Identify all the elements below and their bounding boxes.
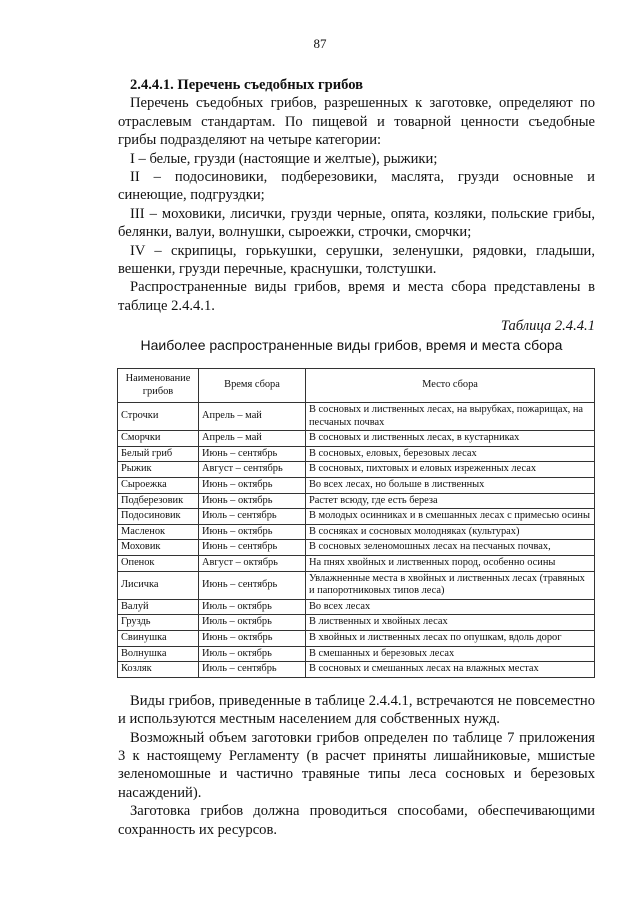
cell-name: Сыроежка — [118, 478, 199, 494]
cell-time: Июнь – октябрь — [199, 631, 306, 647]
cell-name: Валуй — [118, 599, 199, 615]
cell-time: Апрель – май — [199, 403, 306, 431]
cell-place: В сосновых, пихтовых и еловых изреженных лесах — [306, 462, 595, 478]
cell-name: Подберезовик — [118, 493, 199, 509]
paragraph: III – моховики, лисички, грузди черные, опята, козляки, польские грибы, белянки, валуи, волнушки, сыроежки, строчки, сморчки; — [118, 205, 595, 241]
paragraph: Заготовка грибов должна проводиться способами, обеспечивающими сохранность их ресурсов. — [118, 803, 595, 838]
paragraph: Распространенные виды грибов, время и места сбора представлены в таблице 2.4.4.1. — [118, 279, 595, 314]
cell-place: В молодых осинниках и в смешанных лесах с примесью осины — [306, 509, 595, 525]
cell-place: В лиственных и хвойных лесах — [306, 615, 595, 631]
paragraph: Виды грибов, приведенные в таблице 2.4.4.1, встречаются не повсеместно и используются местным населением для собственных нужд. — [118, 692, 595, 728]
cell-place: В сосняках и сосновых молодняках (культурах) — [306, 524, 595, 540]
column-header-place: Место сбора — [306, 369, 595, 403]
table-row — [118, 509, 595, 525]
page-number: 87 — [313, 36, 327, 51]
cell-name: Масленок — [118, 524, 199, 540]
cell-place: В сосновых, еловых, березовых лесах — [306, 446, 595, 462]
table-row — [118, 556, 595, 572]
cell-place: Растет всюду, где есть береза — [306, 493, 595, 509]
cell-place: Во всех лесах, но больше в лиственных — [306, 478, 595, 494]
cell-name: Опенок — [118, 556, 199, 572]
table-body — [118, 403, 595, 678]
paragraph: II – подосиновики, подберезовики, маслята, грузди основные и синеющие, подгруздки; — [118, 169, 595, 204]
cell-name: Свинушка — [118, 631, 199, 647]
cell-time: Июль – сентябрь — [199, 509, 306, 525]
table-row — [118, 646, 595, 662]
closing-text — [118, 692, 595, 839]
table-row — [118, 599, 595, 615]
paragraph: I – белые, грузди (настоящие и желтые), рыжики; — [130, 150, 438, 167]
cell-time: Апрель – май — [199, 431, 306, 447]
cell-name: Строчки — [118, 403, 199, 431]
paragraph: IV – скрипицы, горькушки, серушки, зеленушки, рядовки, гладыши, вешенки, грузди перечные, краснушки, толстушки. — [118, 242, 595, 278]
cell-time: Июль – сентябрь — [199, 662, 306, 678]
cell-time: Июль – октябрь — [199, 599, 306, 615]
page-content — [118, 76, 595, 839]
cell-name: Лисичка — [118, 571, 199, 599]
table-row — [118, 446, 595, 462]
cell-name: Подосиновик — [118, 509, 199, 525]
column-header-time: Время сбора — [199, 369, 306, 403]
table-row — [118, 615, 595, 631]
table-row — [118, 462, 595, 478]
cell-place: В сосновых и лиственных лесах, в кустарниках — [306, 431, 595, 447]
paragraph: Возможный объем заготовки грибов определен по таблице 7 приложения 3 к настоящему Регламенту (в расчет приняты лишайниковые, мшистые зеленомошные и частично травяные типы леса сосновых и березовых насаждений). — [118, 729, 595, 801]
cell-name: Белый гриб — [118, 446, 199, 462]
cell-time: Июнь – сентябрь — [199, 446, 306, 462]
cell-place: В сосновых и лиственных лесах, на вырубках, пожарищах, на песчаных почвах — [306, 403, 595, 431]
table-row — [118, 662, 595, 678]
cell-name: Груздь — [118, 615, 199, 631]
cell-name: Сморчки — [118, 431, 199, 447]
cell-time: Август – сентябрь — [199, 462, 306, 478]
cell-name: Волнушка — [118, 646, 199, 662]
table-row — [118, 431, 595, 447]
cell-time: Июль – октябрь — [199, 615, 306, 631]
column-header-name: Наименование грибов — [118, 369, 199, 403]
table-row — [118, 403, 595, 431]
mushroom-table — [117, 368, 595, 678]
cell-place: Увлажненные места в хвойных и лиственных лесах (травяных и папоротниковых типов леса) — [306, 571, 595, 599]
table-caption: Наиболее распространенные виды грибов, время и места сбора — [140, 336, 563, 353]
cell-time: Август – октябрь — [199, 556, 306, 572]
cell-place: В хвойных и лиственных лесах по опушкам, вдоль дорог — [306, 631, 595, 647]
cell-place: На пнях хвойных и лиственных пород, особенно осины — [306, 556, 595, 572]
paragraph: Перечень съедобных грибов, разрешенных к заготовке, определяют по отраслевым стандартам. По пищевой и товарной ценности съедобные грибы подразделяют на четыре категории: — [118, 95, 595, 149]
table-row — [118, 571, 595, 599]
cell-name: Козляк — [118, 662, 199, 678]
cell-place: Во всех лесах — [306, 599, 595, 615]
table-row — [118, 540, 595, 556]
cell-place: В смешанных и березовых лесах — [306, 646, 595, 662]
table-row — [118, 493, 595, 509]
table-row — [118, 631, 595, 647]
table-number: Таблица 2.4.4.1 — [500, 318, 595, 335]
section-heading: 2.4.4.1. Перечень съедобных грибов — [130, 77, 364, 93]
cell-time: Июнь – сентябрь — [199, 571, 306, 599]
table-row — [118, 478, 595, 494]
cell-time: Июнь – сентябрь — [199, 540, 306, 556]
cell-place: В сосновых и смешанных лесах на влажных местах — [306, 662, 595, 678]
table-header-row — [118, 369, 595, 403]
cell-time: Июль – октябрь — [199, 646, 306, 662]
cell-time: Июнь – октябрь — [199, 493, 306, 509]
cell-name: Рыжик — [118, 462, 199, 478]
cell-time: Июнь – октябрь — [199, 478, 306, 494]
intro-text — [118, 94, 595, 315]
cell-name: Моховик — [118, 540, 199, 556]
table-row — [118, 524, 595, 540]
cell-time: Июнь – октябрь — [199, 524, 306, 540]
cell-place: В сосновых зеленомошных лесах на песчаных почвах, — [306, 540, 595, 556]
